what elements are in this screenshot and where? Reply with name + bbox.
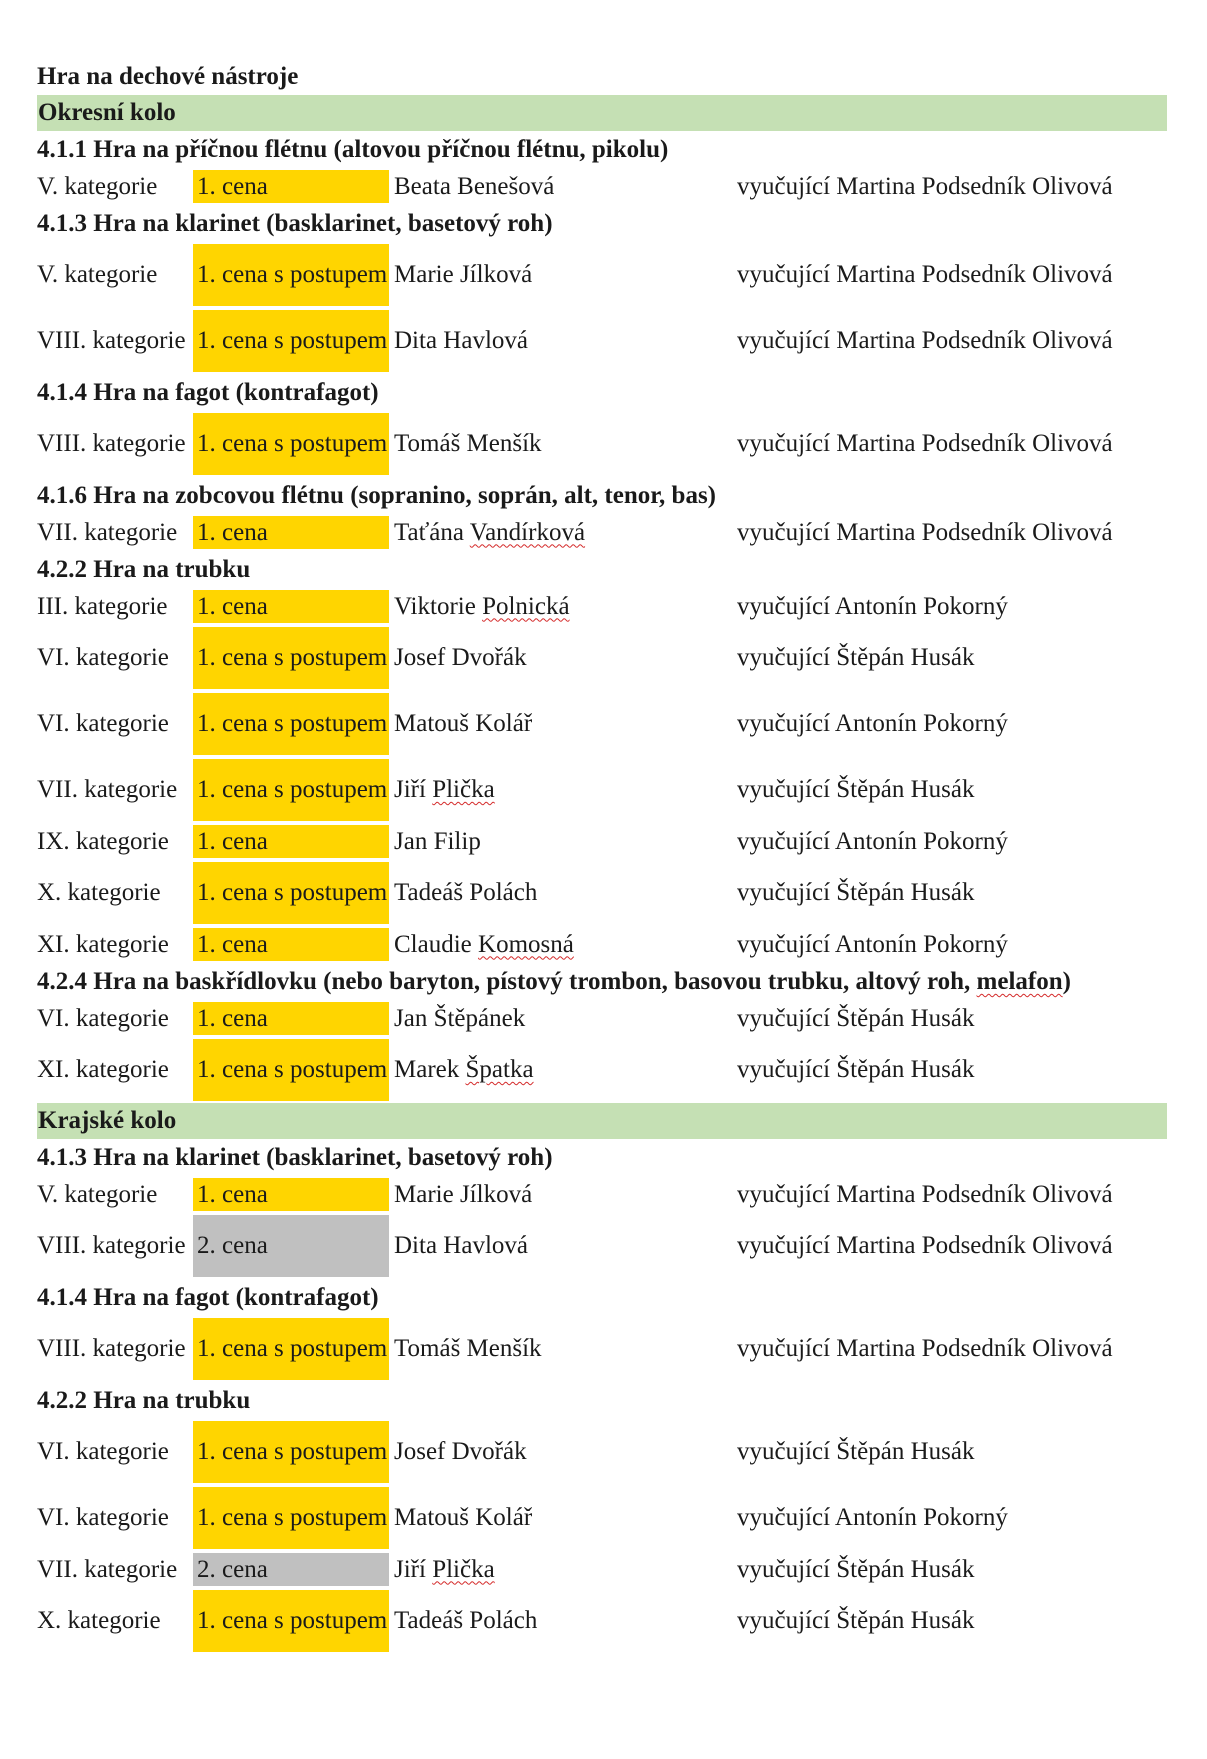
teacher-name: vyučující Antonín Pokorný <box>737 592 1008 620</box>
award-cell: 1. cena <box>193 1178 389 1211</box>
result-row <box>37 1485 1167 1551</box>
award-cell: 1. cena s postupem <box>193 1590 389 1652</box>
teacher-name: vyučující Martina Podsedník Olivová <box>737 261 1113 288</box>
teacher-name: vyučující Martina Podsedník Olivová <box>737 430 1113 457</box>
spellcheck-flagged-word: melafon <box>976 968 1063 995</box>
spellcheck-flagged-word: Vandírková <box>469 518 586 546</box>
result-row <box>37 926 1167 963</box>
student-name: Beata Benešová <box>394 172 555 200</box>
discipline-section <box>37 1279 1167 1382</box>
discipline-section <box>37 131 1167 205</box>
discipline-heading: 4.1.4 Hra na fagot (kontrafagot) <box>37 1284 379 1311</box>
teacher-name: vyučující Martina Podsedník Olivová <box>737 518 1113 546</box>
result-row <box>37 1176 1167 1213</box>
student-name: Tomáš Menšík <box>394 430 542 457</box>
award-cell: 1. cena s postupem <box>193 1487 389 1549</box>
teacher-name: vyučující Štěpán Husák <box>737 1004 975 1032</box>
student-name: Josef Dvořák <box>394 644 527 671</box>
spellcheck-flagged-word: Plička <box>432 1555 495 1583</box>
teacher-name: vyučující Martina Podsedník Olivová <box>737 1180 1113 1208</box>
category-cell: VII. kategorie <box>37 776 178 803</box>
award-cell: 1. cena s postupem <box>193 693 389 755</box>
category-cell: VI. kategorie <box>37 644 169 671</box>
discipline-heading: 4.1.3 Hra na klarinet (basklarinet, basetový roh) <box>37 210 553 237</box>
result-row <box>37 1000 1167 1037</box>
result-row <box>37 168 1167 205</box>
teacher-name: vyučující Štěpán Husák <box>737 1555 975 1583</box>
result-row <box>37 1588 1167 1654</box>
category-cell: VIII. kategorie <box>37 430 186 457</box>
student-name: Matouš Kolář <box>394 710 533 737</box>
category-cell: III. kategorie <box>37 592 168 620</box>
category-cell: VII. kategorie <box>37 1555 178 1583</box>
result-row <box>37 860 1167 926</box>
teacher-name: vyučující Štěpán Husák <box>737 1607 975 1634</box>
student-name: Marie Jílková <box>394 1180 533 1208</box>
student-name: Dita Havlová <box>394 1232 528 1259</box>
award-cell: 1. cena s postupem <box>193 310 389 372</box>
result-row <box>37 1419 1167 1485</box>
student-name: Marek Špatka <box>394 1056 534 1083</box>
student-name: Dita Havlová <box>394 327 528 354</box>
award-cell: 1. cena s postupem <box>193 413 389 475</box>
award-cell: 1. cena s postupem <box>193 862 389 924</box>
award-cell: 2. cena <box>193 1215 389 1277</box>
category-cell: XI. kategorie <box>37 1056 169 1083</box>
result-row <box>37 757 1167 823</box>
category-cell: VIII. kategorie <box>37 1335 186 1362</box>
teacher-name: vyučující Štěpán Husák <box>737 1056 975 1083</box>
spellcheck-flagged-word: Komosná <box>478 930 574 958</box>
discipline-heading: 4.2.2 Hra na trubku <box>37 1387 251 1414</box>
round-header: Krajské kolo <box>37 1103 1167 1139</box>
teacher-name: vyučující Antonín Pokorný <box>737 827 1008 855</box>
round-header: Okresní kolo <box>37 95 1167 131</box>
category-cell: VIII. kategorie <box>37 1232 186 1259</box>
student-name: Josef Dvořák <box>394 1438 527 1465</box>
student-name: Matouš Kolář <box>394 1504 533 1531</box>
award-cell: 1. cena <box>193 825 389 858</box>
award-cell: 1. cena s postupem <box>193 1039 389 1101</box>
discipline-heading: 4.1.6 Hra na zobcovou flétnu (sopranino, soprán, alt, tenor, bas) <box>37 482 716 509</box>
result-row <box>37 1316 1167 1382</box>
student-name: Claudie Komosná <box>394 930 574 958</box>
award-cell: 1. cena s postupem <box>193 244 389 306</box>
award-cell: 1. cena s postupem <box>193 759 389 821</box>
teacher-name: vyučující Štěpán Husák <box>737 776 975 803</box>
student-name: Tadeáš Polách <box>394 879 538 906</box>
result-row <box>37 1213 1167 1279</box>
student-name: Taťána Vandírková <box>394 518 586 546</box>
award-cell: 1. cena <box>193 170 389 203</box>
award-cell: 1. cena <box>193 1002 389 1035</box>
teacher-name: vyučující Martina Podsedník Olivová <box>737 327 1113 354</box>
result-row <box>37 308 1167 374</box>
category-cell: V. kategorie <box>37 172 158 200</box>
award-cell: 1. cena s postupem <box>193 1421 389 1483</box>
result-row <box>37 625 1167 691</box>
discipline-section <box>37 963 1167 1103</box>
result-row <box>37 411 1167 477</box>
result-row <box>37 823 1167 860</box>
spellcheck-flagged-word: Špatka <box>465 1056 534 1083</box>
discipline-section <box>37 551 1167 963</box>
teacher-name: vyučující Štěpán Husák <box>737 644 975 671</box>
teacher-name: vyučující Martina Podsedník Olivová <box>737 1335 1113 1362</box>
category-cell: VI. kategorie <box>37 1438 169 1465</box>
teacher-name: vyučující Štěpán Husák <box>737 879 975 906</box>
discipline-heading: 4.2.4 Hra na baskřídlovku (nebo baryton, pístový trombon, basovou trubku, altový roh, melafon) <box>37 968 1071 995</box>
discipline-heading: 4.1.1 Hra na příčnou flétnu (altovou příčnou flétnu, pikolu) <box>37 136 669 163</box>
result-row <box>37 1551 1167 1588</box>
discipline-heading: 4.1.4 Hra na fagot (kontrafagot) <box>37 379 379 406</box>
category-cell: VI. kategorie <box>37 1504 169 1531</box>
student-name: Jiří Plička <box>394 1555 495 1583</box>
teacher-name: vyučující Martina Podsedník Olivová <box>737 1232 1113 1259</box>
category-cell: VII. kategorie <box>37 518 178 546</box>
spellcheck-flagged-word: Plička <box>432 776 495 803</box>
student-name: Jan Štěpánek <box>394 1004 526 1032</box>
category-cell: V. kategorie <box>37 261 158 288</box>
category-cell: VI. kategorie <box>37 710 169 737</box>
discipline-section <box>37 477 1167 551</box>
teacher-name: vyučující Štěpán Husák <box>737 1438 975 1465</box>
results-document <box>37 58 1167 1654</box>
discipline-heading: 4.1.3 Hra na klarinet (basklarinet, basetový roh) <box>37 1144 553 1171</box>
award-cell: 1. cena <box>193 590 389 623</box>
round-section <box>37 1103 1167 1654</box>
result-row <box>37 514 1167 551</box>
discipline-heading: 4.2.2 Hra na trubku <box>37 556 251 583</box>
student-name: Jan Filip <box>394 827 481 855</box>
student-name: Marie Jílková <box>394 261 533 288</box>
category-cell: X. kategorie <box>37 1607 161 1634</box>
teacher-name: vyučující Antonín Pokorný <box>737 1504 1008 1531</box>
discipline-section <box>37 1382 1167 1654</box>
student-name: Tadeáš Polách <box>394 1607 538 1634</box>
award-cell: 1. cena <box>193 928 389 961</box>
result-row <box>37 588 1167 625</box>
student-name: Jiří Plička <box>394 776 495 803</box>
discipline-section <box>37 1139 1167 1279</box>
spellcheck-flagged-word: Polnická <box>482 592 570 620</box>
teacher-name: vyučující Martina Podsedník Olivová <box>737 172 1113 200</box>
award-cell: 2. cena <box>193 1553 389 1586</box>
rounds-container <box>37 95 1167 1654</box>
teacher-name: vyučující Antonín Pokorný <box>737 930 1008 958</box>
category-cell: VI. kategorie <box>37 1004 169 1032</box>
result-row <box>37 1037 1167 1103</box>
result-row <box>37 691 1167 757</box>
discipline-section <box>37 374 1167 477</box>
student-name: Viktorie Polnická <box>394 592 570 620</box>
award-cell: 1. cena <box>193 516 389 549</box>
category-cell: XI. kategorie <box>37 930 169 958</box>
category-cell: IX. kategorie <box>37 827 169 855</box>
round-section <box>37 95 1167 1103</box>
teacher-name: vyučující Antonín Pokorný <box>737 710 1008 737</box>
discipline-section <box>37 205 1167 374</box>
award-cell: 1. cena s postupem <box>193 627 389 689</box>
document-title: Hra na dechové nástroje <box>37 63 299 90</box>
award-cell: 1. cena s postupem <box>193 1318 389 1380</box>
result-row <box>37 242 1167 308</box>
category-cell: X. kategorie <box>37 879 161 906</box>
student-name: Tomáš Menšík <box>394 1335 542 1362</box>
category-cell: VIII. kategorie <box>37 327 186 354</box>
category-cell: V. kategorie <box>37 1180 158 1208</box>
